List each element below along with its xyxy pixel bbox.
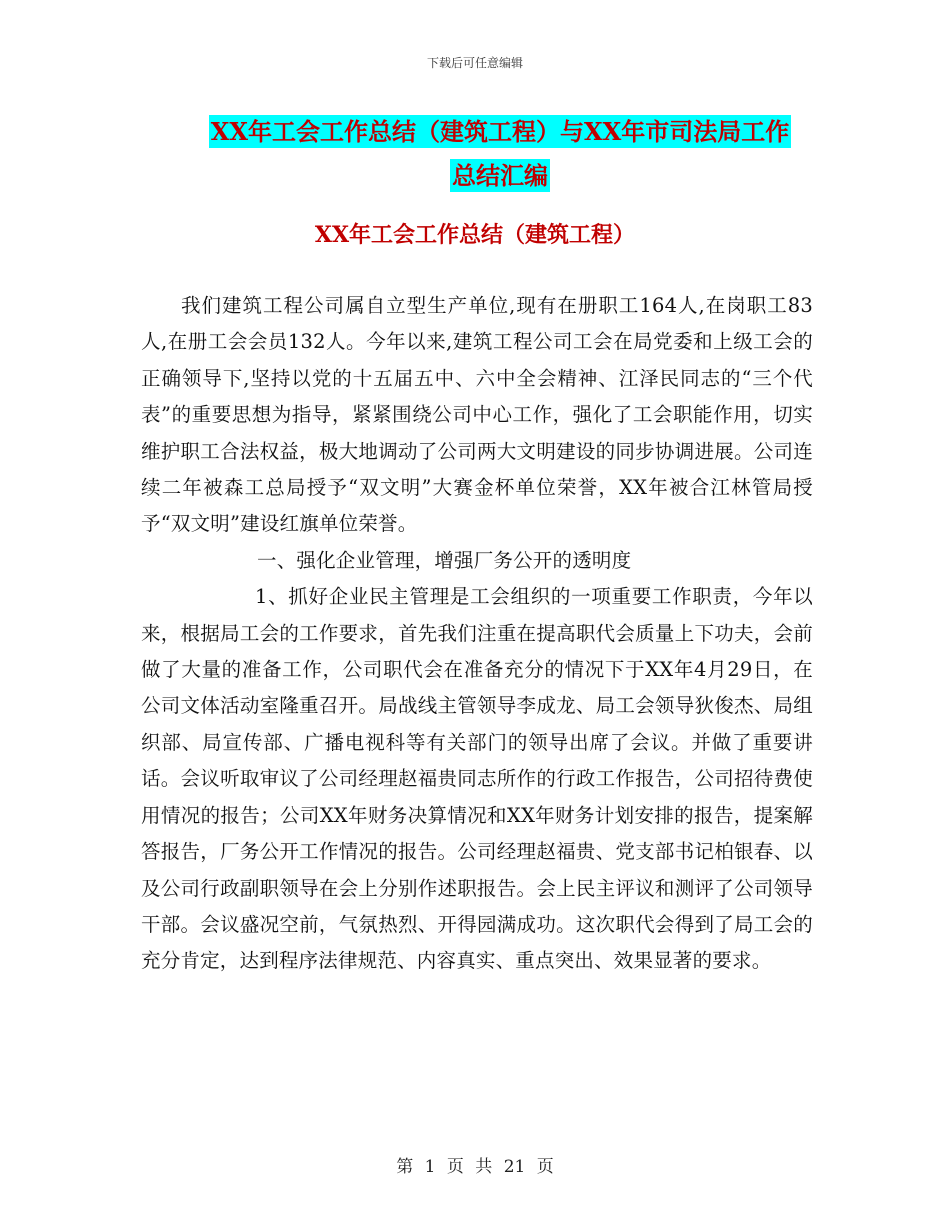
- document-title: [140, 110, 860, 198]
- section-title: XX年工会工作总结（建筑工程）: [314, 222, 636, 248]
- document-title-line1: XX年工会工作总结（建筑工程）与XX年市司法局工作: [210, 117, 790, 146]
- document-body: [141, 288, 813, 980]
- page-number-footer: 第 1 页 共 21 页: [396, 1157, 554, 1177]
- heading-section-one: 一、强化企业管理，增强厂务公开的透明度: [257, 548, 632, 572]
- page-header-note: 下载后可任意编辑: [426, 56, 523, 70]
- document-title-line2: 总结汇编: [452, 161, 548, 190]
- paragraph-intro: 我们建筑工程公司属自立型生产单位,现有在册职工164人,在岗职工83人,在册工会会员132人。今年以来,建筑工程公司工会在局党委和上级工会的正确领导下,坚持以党的十五届五中、六中全会精神、江泽民同志的“三个代表”的重要思想为指导，紧紧围绕公司中心工作，强化了工会职能作用，切实维护职工合法权益，极大地调动了公司两大文明建设的同步协调进展。公司连续二年被森工总局授予“双文明”大赛金杯单位荣誉，XX年被合江林管局授予“双文明”建设红旗单位荣誉。: [141, 294, 813, 536]
- paragraph-democratic-management: 1、抓好企业民主管理是工会组织的一项重要工作职责，今年以来，根据局工会的工作要求，首先我们注重在提高职代会质量上下功夫，会前做了大量的准备工作，公司职代会在准备充分的情况下于XX年4月29日，在公司文体活动室隆重召开。局战线主管领导李成龙、局工会领导狄俊杰、局组织部、局宣传部、广播电视科等有关部门的领导出席了会议。并做了重要讲话。会议听取审议了公司经理赵福贵同志所作的行政工作报告，公司招待费使用情况的报告；公司XX年财务决算情况和XX年财务计划安排的报告，提案解答报告，厂务公开工作情况的报告。公司经理赵福贵、党支部书记柏银春、以及公司行政副职领导在会上分别作述职报告。会上民主评议和测评了公司领导干部。会议盛况空前，气氛热烈、开得园满成功。这次职代会得到了局工会的充分肯定，达到程序法律规范、内容真实、重点突出、效果显著的要求。: [141, 585, 813, 973]
